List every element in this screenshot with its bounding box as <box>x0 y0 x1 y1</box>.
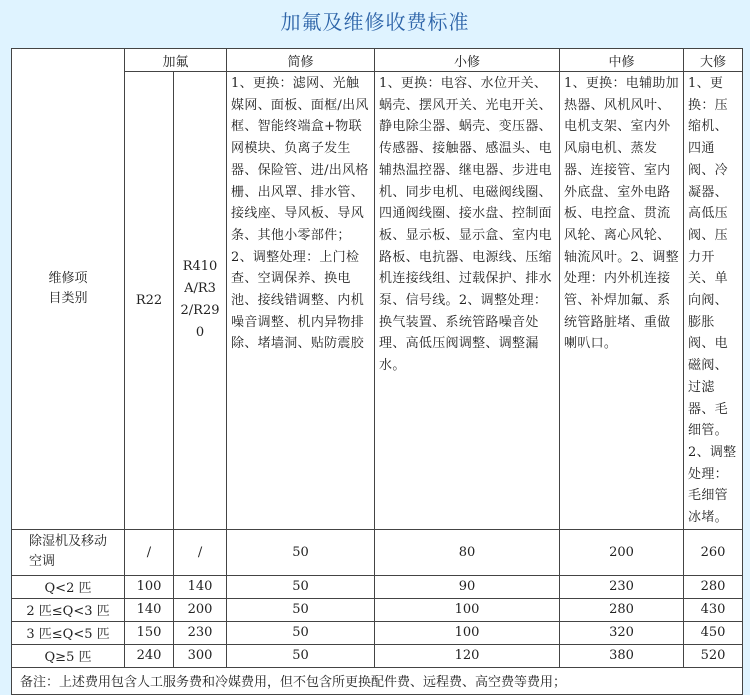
table-row <box>12 529 743 575</box>
page-title: 加氟及维修收费标准 <box>280 10 470 34</box>
zhongxiu-price: 230 <box>560 575 684 598</box>
zhongxiu-header: 中修 <box>560 49 684 72</box>
r22-price: 140 <box>125 598 174 621</box>
r22-price: 150 <box>125 621 174 644</box>
xiaoxiu-price: 100 <box>375 598 560 621</box>
row-label: 2 匹≤Q<3 匹 <box>12 598 125 621</box>
jianxiu-price: 50 <box>227 644 375 667</box>
jianxiu-description: 1、更换：滤网、光触媒网、面板、面框/出风框、智能终端盒+物联网模块、负离子发生器、保险管、进/出风格栅、出风罩、排水管、接线座、导风板、导风条、其他小零部件；2、调整处理：上门检查、空调保养、换电池、接线错调整、内机噪音调整、机内异物排除、堵墙洞、贴防震胶 <box>227 72 375 530</box>
daxiu-price: 520 <box>684 644 743 667</box>
daxiu-description: 1、更换：压缩机、四通阀、冷凝器、高低压阀、压力开关、单向阀、膨胀阀、电磁阀、过滤器、毛细管。2、调整处理：毛细管冰堵。 <box>684 72 743 530</box>
table-row <box>12 644 743 667</box>
xiaoxiu-price: 80 <box>375 529 560 575</box>
jiafu-header: 加氟 <box>125 49 227 72</box>
zhongxiu-price: 200 <box>560 529 684 575</box>
row-label: Q≥5 匹 <box>12 644 125 667</box>
r22-label: R22 <box>125 72 174 530</box>
jianxiu-price: 50 <box>227 575 375 598</box>
daxiu-price: 430 <box>684 598 743 621</box>
r410a-price: 230 <box>174 621 227 644</box>
category-header: 维修项目类别 <box>12 49 125 530</box>
daxiu-price: 450 <box>684 621 743 644</box>
r410a-price: 140 <box>174 575 227 598</box>
note-row <box>12 667 743 694</box>
xiaoxiu-price: 90 <box>375 575 560 598</box>
jianxiu-price: 50 <box>227 598 375 621</box>
table-row <box>12 621 743 644</box>
zhongxiu-description: 1、更换：电辅助加热器、风机风叶、电机支架、室内外风扇电机、蒸发器、连接管、室内外底盘、室外电路板、电控盒、贯流风轮、离心风轮、轴流风叶。2、调整处理：内外机连接管、补焊加氟、系统管路脏堵、重做喇叭口。 <box>560 72 684 530</box>
zhongxiu-price: 380 <box>560 644 684 667</box>
xiaoxiu-header: 小修 <box>375 49 560 72</box>
row-label: 3 匹≤Q<5 匹 <box>12 621 125 644</box>
r410a-label: R410A/R32/R290 <box>174 72 227 530</box>
xiaoxiu-description: 1、更换：电容、水位开关、蜗壳、摆风开关、光电开关、静电除尘器、蜗壳、变压器、传感器、接触器、感温头、电辅热温控器、继电器、步进电机、同步电机、电磁阀线圈、四通阀线圈、接水盘、控制面板、显示板、显示盒、室内电路板、电抗器、电源线、压缩机连接线组、过载保护、排水泵、信号线。2、调整处理：换气装置、系统管路噪音处理、高低压阀调整、调整漏水。 <box>375 72 560 530</box>
r410a-price: 300 <box>174 644 227 667</box>
row-label: 除湿机及移动空调 <box>12 529 125 575</box>
table-row <box>12 575 743 598</box>
zhongxiu-price: 280 <box>560 598 684 621</box>
jianxiu-price: 50 <box>227 621 375 644</box>
header-row <box>12 49 743 72</box>
row-label: Q<2 匹 <box>12 575 125 598</box>
table-row <box>12 598 743 621</box>
r22-price: 100 <box>125 575 174 598</box>
xiaoxiu-price: 120 <box>375 644 560 667</box>
daxiu-price: 280 <box>684 575 743 598</box>
r410a-price: 200 <box>174 598 227 621</box>
note-text: 备注：上述费用包含人工服务费和冷媒费用，但不包含所更换配件费、远程费、高空费等费用； <box>12 667 743 694</box>
fee-table <box>11 48 743 695</box>
xiaoxiu-price: 100 <box>375 621 560 644</box>
jianxiu-price: 50 <box>227 529 375 575</box>
r22-price: 240 <box>125 644 174 667</box>
jianxiu-header: 简修 <box>227 49 375 72</box>
r22-price: / <box>125 529 174 575</box>
daxiu-header: 大修 <box>684 49 743 72</box>
r410a-price: / <box>174 529 227 575</box>
daxiu-price: 260 <box>684 529 743 575</box>
zhongxiu-price: 320 <box>560 621 684 644</box>
